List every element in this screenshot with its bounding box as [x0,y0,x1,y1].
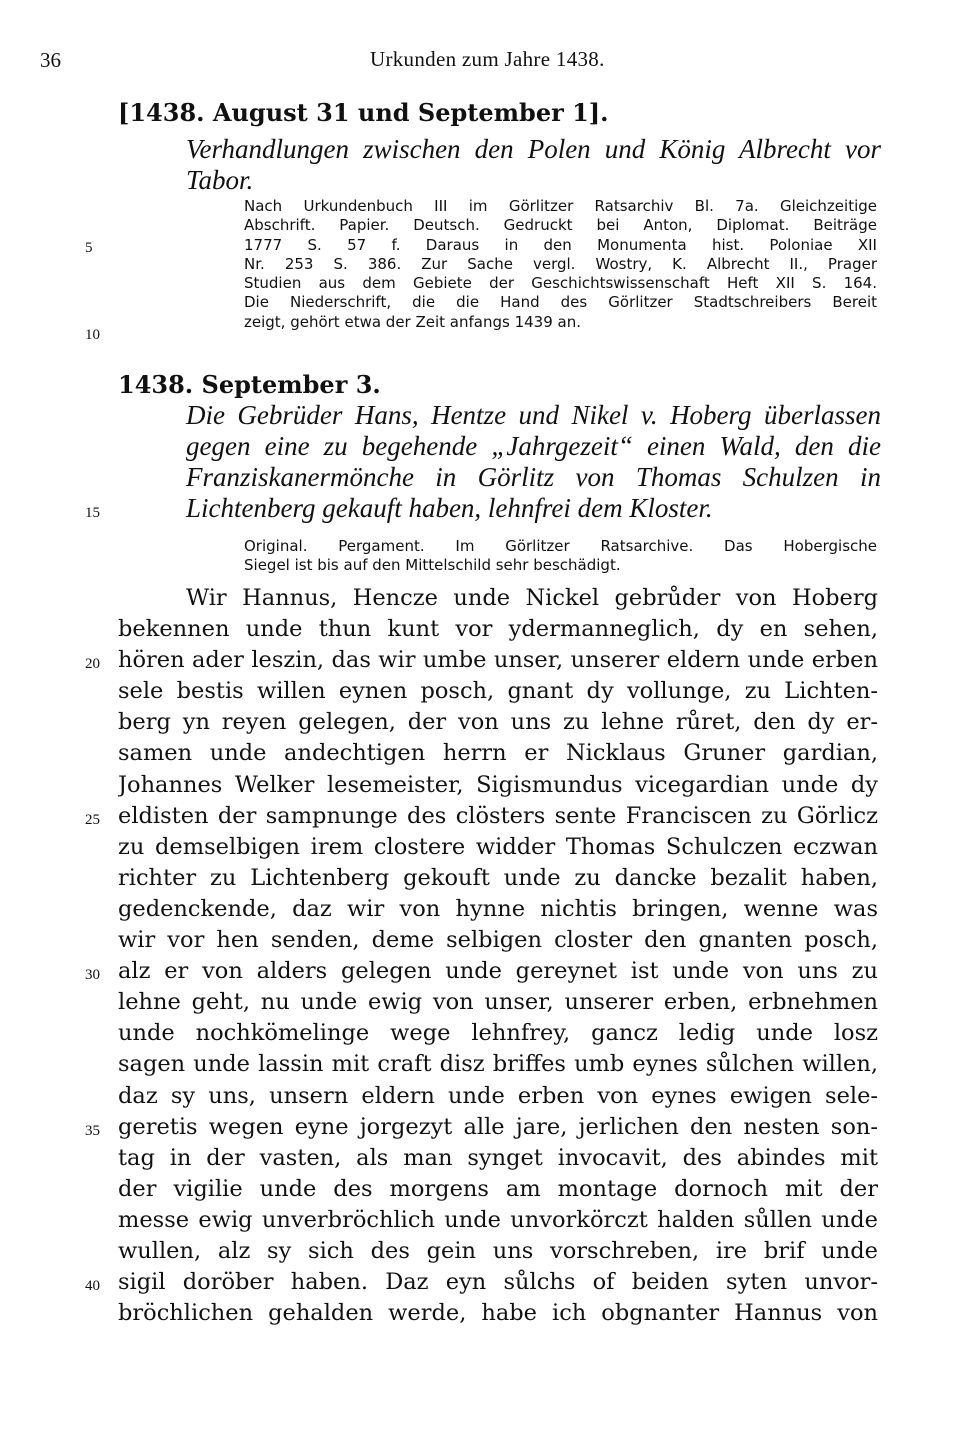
text-line: samen unde andechtigen herrn er Nicklaus Gruner gardian, [118,740,878,767]
text-line: eldisten der sampnunge des clösters sente Franciscen zu Görlicz [118,802,878,829]
text-line: berg yn reyen gelegen, der von uns zu lehne růret, den dy er- [118,709,878,736]
section-heading-2: 1438. September 3. [118,370,381,399]
text-line: sagen unde lassin mit craft disz briffes umb eynes sůlchen willen, [118,1051,878,1078]
text-line: wir vor hen senden, deme selbigen closter den gnanten posch, [118,927,878,954]
page-number: 36 [40,48,61,72]
regest-line: Tabor. [186,165,254,195]
note-line: Studien aus dem Gebiete der Geschichtswissenschaft Heft XII S. 164. [244,274,877,293]
line-number: 15 [85,505,100,521]
note-line: Nr. 253 S. 386. Zur Sache vergl. Wostry, K. Albrecht II., Prager [244,254,877,273]
text-line: Wir Hannus, Hencze unde Nickel gebrůder von Hoberg [186,585,878,611]
note-line: Siegel ist bis auf den Mittelschild sehr beschädigt. [244,556,621,575]
text-line: bekennen unde thun kunt vor ydermanneglich, dy en sehen, [118,616,878,643]
text-line: der vigilie unde des morgens am montage dornoch mit der [118,1175,878,1202]
regest-2 [186,400,881,524]
charter-text [118,583,878,1329]
source-note-1 [244,197,877,332]
text-line: alz er von alders gelegen unde gereynet ist unde von uns zu [118,958,878,985]
regest-1 [186,134,881,196]
regest-line: gegen eine zu begehende „Jahrgezeit“ einen Wald, den die [186,431,881,461]
line-number: 25 [85,812,100,828]
note-line: Abschrift. Papier. Deutsch. Gedruckt bei Anton, Diplomat. Beiträge [244,216,877,235]
text-line: tag in der vasten, als man synget invocavit, des abindes mit [118,1144,878,1171]
text-line: hören ader leszin, das wir umbe unser, unserer eldern unde erben [118,647,878,674]
text-line: sigil doröber haben. Daz eyn sůlchs of beiden syten unvor- [118,1269,878,1296]
text-line: bröchlichen gehalden werde, habe ich obgnanter Hannus von [118,1300,878,1327]
text-line: lehne geht, nu unde ewig von unser, unserer erben, erbnehmen [118,989,878,1016]
note-line: Die Niederschrift, die die Hand des Görlitzer Stadtschreibers Bereit [244,293,877,312]
text-line: zu demselbigen irem clostere widder Thomas Schulczen eczwan [118,833,878,860]
line-number: 20 [85,656,100,672]
regest-line: Verhandlungen zwischen den Polen und König Albrecht vor [186,134,881,164]
text-line: geretis wegen eyne jorgezyt alle jare, jerlichen den nesten son- [118,1113,878,1140]
regest-line: Lichtenberg gekauft haben, lehnfrei dem Kloster. [186,493,713,523]
source-note-2 [244,537,877,576]
note-line: zeigt, gehört etwa der Zeit anfangs 1439 an. [244,312,581,331]
text-line: unde nochkömelinge wege lehnfrey, gancz ledig unde losz [118,1020,878,1047]
text-line: sele bestis willen eynen posch, gnant dy vollunge, zu Lichten- [118,678,878,705]
text-line: gedenckende, daz wir von hynne nichtis bringen, wenne was [118,895,878,922]
text-line: wullen, alz sy sich des gein uns vorschreben, ire brif unde [118,1237,878,1264]
text-line: daz sy uns, unsern eldern unde erben von eynes ewigen sele- [118,1082,878,1109]
line-number: 40 [85,1278,100,1294]
line-number: 5 [85,240,93,256]
text-line: richter zu Lichtenberg gekouft unde zu dancke bezalit haben, [118,864,878,891]
text-line: Johannes Welker lesemeister, Sigismundus vicegardian unde dy [118,771,878,798]
text-line: messe ewig unverbröchlich unde unvorkörczt halden sůllen unde [118,1206,878,1233]
note-line: Nach Urkundenbuch III im Görlitzer Ratsarchiv Bl. 7a. Gleichzeitige [244,197,877,215]
regest-line: Franziskanermönche in Görlitz von Thomas Schulzen in [186,462,881,492]
note-line: 1777 S. 57 f. Daraus in den Monumenta hist. Poloniae XII [244,235,877,254]
note-line: Original. Pergament. Im Görlitzer Ratsarchive. Das Hobergische [244,537,877,555]
line-number: 30 [85,967,100,983]
running-title: Urkunden zum Jahre 1438. [370,47,605,71]
regest-line: Die Gebrüder Hans, Hentze und Nikel v. Hoberg überlassen [186,400,881,430]
line-number: 10 [85,327,100,343]
section-heading-1: [1438. August 31 und September 1]. [118,98,609,127]
line-number: 35 [85,1123,100,1139]
